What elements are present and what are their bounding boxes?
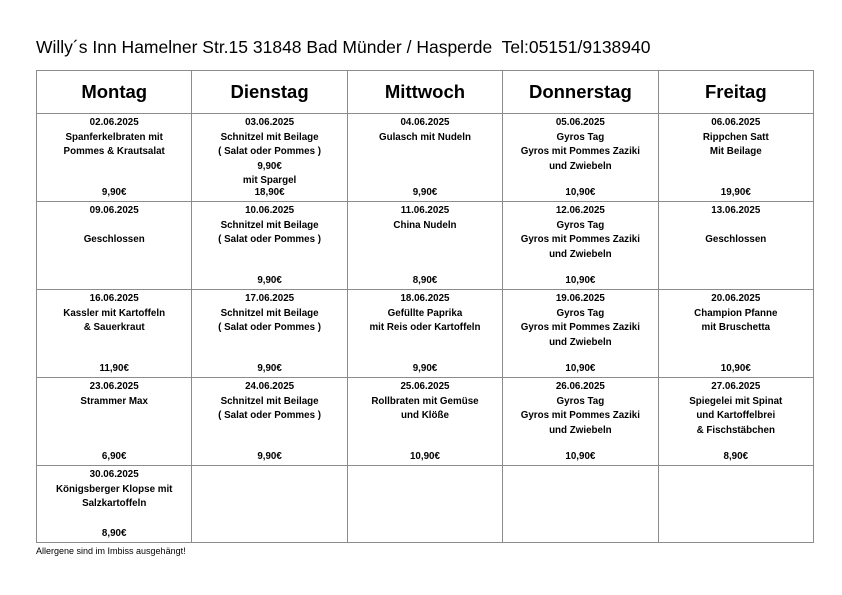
menu-date: 02.06.2025 [89, 117, 139, 128]
menu-dish-line: China Nudeln [393, 219, 457, 231]
menu-dish-line: mit Bruschetta [701, 322, 771, 333]
day-header-tuesday: Dienstag [192, 71, 347, 114]
menu-dish-line: Gulasch mit Nudeln [378, 131, 471, 143]
menu-dish-line: ( Salat oder Pommes ) [218, 410, 322, 421]
menu-cell-content [659, 202, 813, 289]
menu-dish-line: Salzkartoffeln [82, 498, 147, 509]
menu-price: 8,90€ [412, 274, 438, 286]
menu-price: 6,90€ [101, 450, 127, 462]
menu-cell [37, 114, 192, 202]
menu-cell [37, 378, 192, 466]
page-title: Willy´s Inn Hamelner Str.15 31848 Bad Münder / Hasperde Tel:05151/9138940 [36, 37, 651, 57]
menu-price: 19,90€ [720, 186, 751, 198]
menu-dish-line: mit Spargel [242, 175, 297, 186]
menu-cell [503, 466, 658, 543]
menu-cell-content [659, 290, 813, 377]
menu-cell-content [503, 290, 657, 377]
menu-cell-content [192, 466, 346, 542]
menu-dish-line: ( Salat oder Pommes ) [218, 234, 322, 245]
menu-dish-line: Mit Beilage [709, 146, 762, 157]
menu-price: 11,90€ [99, 362, 129, 374]
menu-cell [658, 378, 813, 466]
menu-dish-line: Strammer Max [80, 395, 148, 407]
menu-date: 30.06.2025 [89, 469, 139, 480]
menu-date: 18.06.2025 [400, 293, 450, 304]
week-row [37, 378, 814, 466]
menu-cell-content [503, 466, 657, 542]
menu-dish-line: Gyros Tag [556, 395, 605, 407]
menu-dish-line: ( Salat oder Pommes ) [218, 322, 322, 333]
menu-price: 9,90€ [412, 186, 438, 198]
menu-dish-line: Geschlossen [83, 234, 145, 245]
menu-cell [347, 378, 502, 466]
week-row [37, 466, 814, 543]
menu-price: 9,90€ [257, 450, 282, 462]
menu-cell-content [192, 290, 346, 377]
weekly-menu-table [36, 70, 814, 543]
menu-dish-line: Gyros mit Pommes Zaziki [520, 146, 640, 157]
menu-cell-content [37, 114, 191, 201]
menu-cell-content [37, 202, 191, 289]
menu-price: 9,90€ [257, 274, 282, 286]
menu-cell [347, 290, 502, 378]
menu-dish-line: & Fischstäbchen [696, 424, 775, 436]
menu-date: 10.06.2025 [245, 205, 295, 216]
menu-dish-line: Champion Pfanne [694, 307, 778, 319]
menu-date: 05.06.2025 [555, 117, 605, 128]
menu-price: 10,90€ [720, 362, 751, 374]
menu-cell [503, 378, 658, 466]
menu-date: 19.06.2025 [555, 293, 605, 304]
menu-dish-line: Gyros Tag [556, 307, 605, 319]
day-header-wednesday: Mittwoch [347, 71, 502, 114]
menu-cell-content [37, 290, 191, 377]
menu-dish-line: Gefüllte Paprika [387, 307, 463, 319]
week-row [37, 114, 814, 202]
menu-date: 20.06.2025 [711, 293, 761, 304]
menu-dish-line: ( Salat oder Pommes ) [218, 146, 322, 157]
menu-date: 12.06.2025 [555, 205, 605, 216]
menu-cell-content [348, 202, 502, 289]
menu-dish-line: und Kartoffelbrei [696, 410, 776, 421]
allergen-note: Allergene sind im Imbiss ausgehängt! [36, 546, 186, 556]
menu-cell-content [192, 202, 346, 289]
menu-cell-content [503, 114, 657, 201]
menu-cell-content [348, 378, 502, 465]
menu-dish-line: und Zwiebeln [549, 248, 612, 260]
menu-price: 9,90€ [101, 186, 127, 198]
menu-price: 8,90€ [101, 527, 127, 539]
week-row [37, 202, 814, 290]
menu-dish-line: Geschlossen [705, 234, 767, 245]
menu-cell-content [503, 378, 657, 465]
menu-cell [503, 290, 658, 378]
menu-dish-line: Schnitzel mit Beilage [220, 395, 319, 407]
menu-cell [503, 202, 658, 290]
menu-cell [37, 202, 192, 290]
menu-cell [192, 290, 347, 378]
menu-cell-content [659, 114, 813, 201]
menu-dish-line: & Sauerkraut [83, 322, 145, 333]
menu-dish-line: Pommes & Krautsalat [63, 146, 165, 157]
menu-price: 10,90€ [565, 362, 596, 374]
menu-cell-content [659, 378, 813, 465]
menu-date: 04.06.2025 [400, 117, 450, 128]
menu-dish-line: Gyros Tag [556, 219, 605, 231]
menu-date: 13.06.2025 [711, 205, 761, 216]
menu-cell [347, 114, 502, 202]
menu-cell [503, 114, 658, 202]
menu-cell [37, 290, 192, 378]
menu-cell-content [348, 114, 502, 201]
menu-date: 09.06.2025 [89, 205, 139, 216]
menu-cell-content [37, 378, 191, 465]
menu-date: 06.06.2025 [711, 117, 761, 128]
week-row [37, 290, 814, 378]
day-header-row [37, 71, 814, 114]
menu-price: 9,90€ [412, 362, 438, 374]
day-header-monday: Montag [37, 71, 192, 114]
menu-dish-line: Schnitzel mit Beilage [220, 219, 319, 231]
menu-cell [347, 466, 502, 543]
menu-price: 18,90€ [254, 186, 285, 198]
menu-price: 10,90€ [565, 274, 596, 286]
menu-dish-line [37, 219, 191, 234]
menu-dish-line: Spanferkelbraten mit [65, 131, 163, 143]
day-header-friday: Freitag [658, 71, 813, 114]
menu-price: 10,90€ [565, 186, 596, 198]
menu-cell [658, 466, 813, 543]
menu-cell-content [659, 466, 813, 542]
menu-dish-line: Gyros mit Pommes Zaziki [520, 322, 640, 333]
menu-cell-content [348, 466, 502, 542]
menu-cell [658, 202, 813, 290]
menu-cell [347, 202, 502, 290]
menu-date: 26.06.2025 [555, 381, 605, 392]
menu-date: 27.06.2025 [711, 381, 761, 392]
menu-dish-line: Rollbraten mit Gemüse [371, 395, 479, 407]
menu-cell [192, 466, 347, 543]
menu-dish-line: Gyros mit Pommes Zaziki [520, 410, 640, 421]
menu-date: 03.06.2025 [245, 117, 295, 128]
menu-cell-content [348, 290, 502, 377]
menu-dish-line: Kassler mit Kartoffeln [63, 307, 166, 319]
menu-date: 25.06.2025 [400, 381, 450, 392]
menu-body [37, 114, 814, 543]
menu-cell [192, 202, 347, 290]
menu-cell [192, 114, 347, 202]
menu-dish-line: Spiegelei mit Spinat [689, 395, 783, 407]
menu-dish-line [659, 219, 813, 234]
menu-dish-line: Schnitzel mit Beilage [220, 131, 319, 143]
menu-cell [658, 114, 813, 202]
menu-date: 11.06.2025 [400, 205, 450, 216]
menu-cell [658, 290, 813, 378]
menu-cell [37, 466, 192, 543]
menu-cell-content [37, 466, 191, 542]
menu-dish-line: und Zwiebeln [549, 424, 612, 436]
menu-cell-content [192, 378, 346, 465]
menu-price: 10,90€ [409, 450, 440, 462]
menu-price: 10,90€ [565, 450, 596, 462]
menu-dish-line: Gyros Tag [556, 131, 605, 143]
menu-dish-line: und Zwiebeln [549, 160, 612, 172]
menu-dish-line: Schnitzel mit Beilage [220, 307, 319, 319]
day-header-thursday: Donnerstag [503, 71, 658, 114]
menu-dish-line: Rippchen Satt [702, 131, 769, 143]
menu-price: 8,90€ [723, 450, 749, 462]
menu-dish-line: Königsberger Klopse mit [55, 483, 173, 495]
menu-cell [192, 378, 347, 466]
menu-dish-line: mit Reis oder Kartoffeln [369, 322, 481, 333]
menu-dish-line: 9,90€ [257, 160, 282, 172]
menu-date: 24.06.2025 [245, 381, 295, 392]
menu-cell-content [192, 114, 346, 201]
menu-dish-line: Gyros mit Pommes Zaziki [520, 234, 640, 245]
menu-date: 16.06.2025 [89, 293, 139, 304]
menu-price: 9,90€ [257, 362, 282, 374]
menu-dish-line: und Klöße [401, 410, 449, 421]
menu-date: 23.06.2025 [89, 381, 139, 392]
menu-dish-line: und Zwiebeln [549, 336, 612, 348]
menu-date: 17.06.2025 [245, 293, 295, 304]
menu-cell-content [503, 202, 657, 289]
